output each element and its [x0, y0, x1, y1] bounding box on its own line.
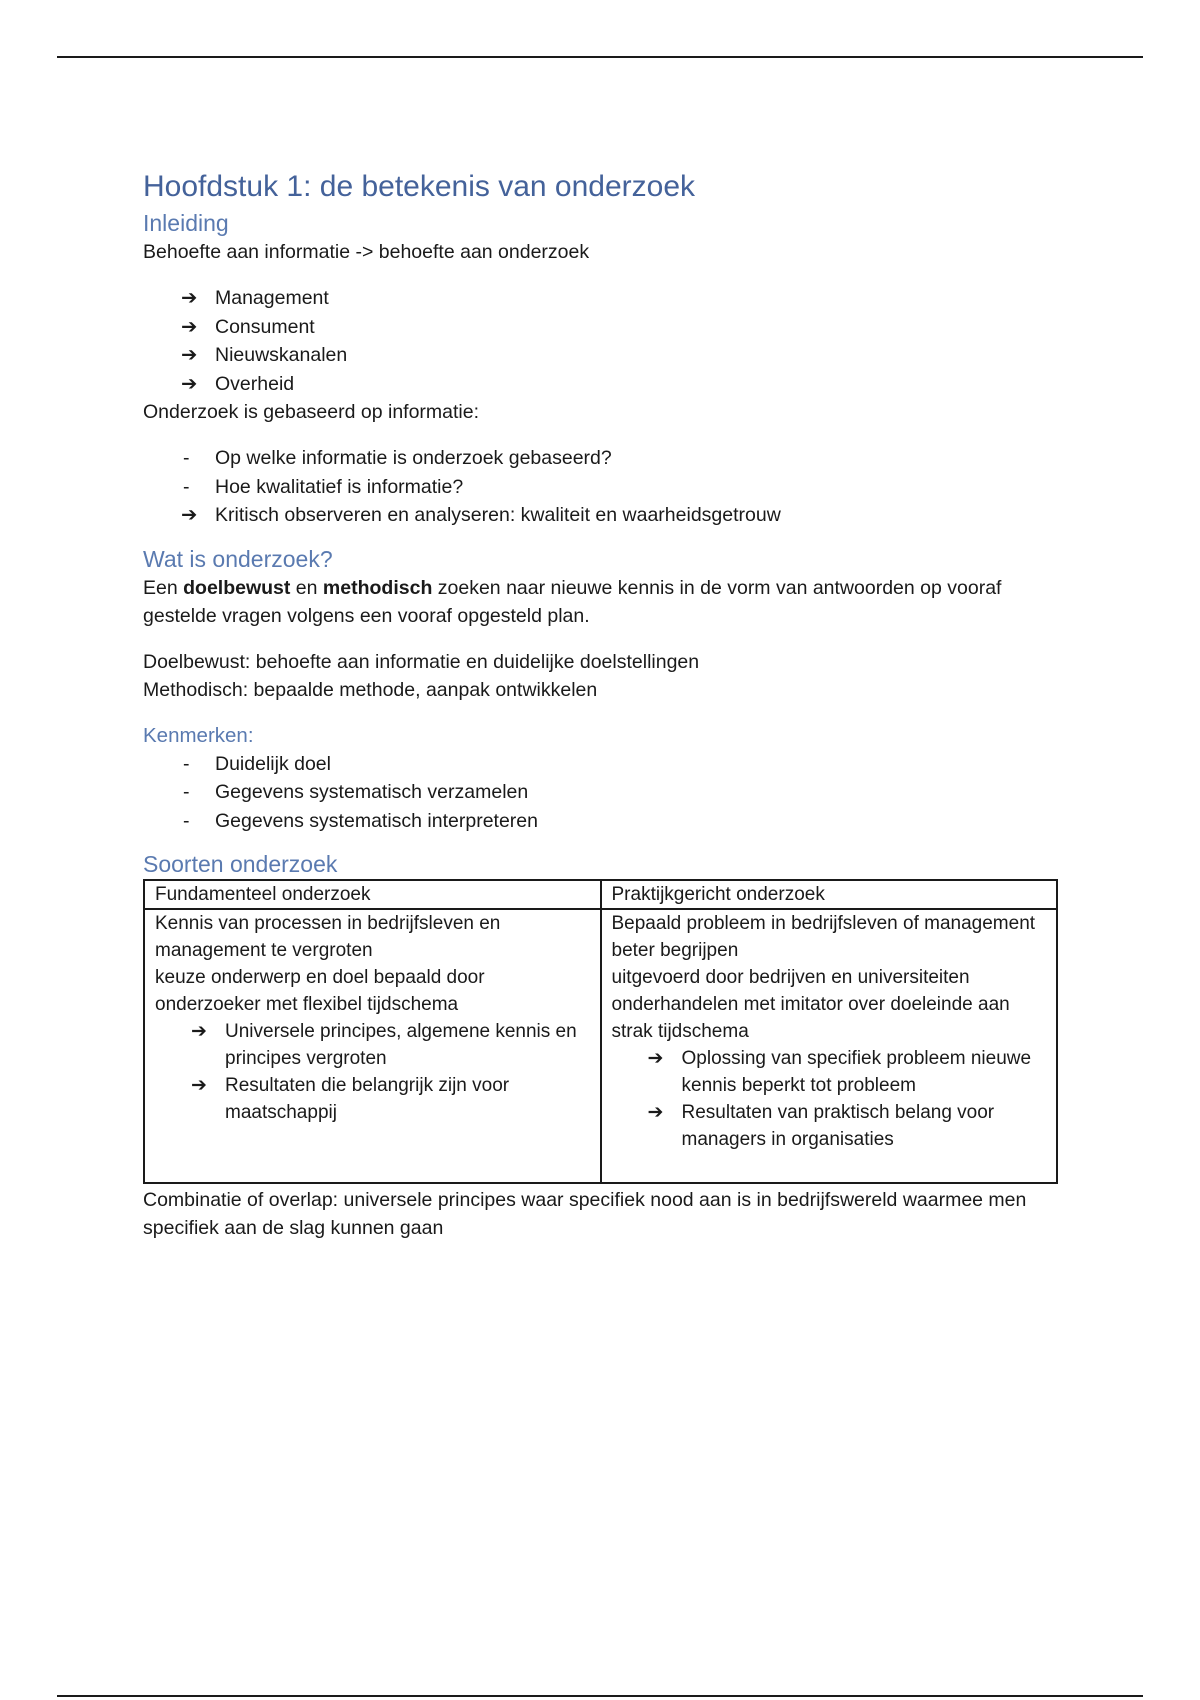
- list-item: ➔ Universele principes, algemene kennis en principes vergroten: [191, 1018, 590, 1072]
- arrow-icon: ➔: [181, 372, 198, 395]
- dash-icon: -: [183, 752, 190, 775]
- doelbewust-line: Doelbewust: behoefte aan informatie en duidelijke doelstellingen: [143, 650, 700, 673]
- arrow-icon: ➔: [191, 1021, 207, 1042]
- list-item: - Op welke informatie is onderzoek gebaseerd?: [181, 444, 1057, 473]
- footer-rule: [57, 1695, 1143, 1697]
- list-item: ➔ Resultaten van praktisch belang voor managers in organisaties: [648, 1099, 1047, 1153]
- list-item: - Gegevens systematisch interpreteren: [181, 807, 1057, 836]
- dash-icon: -: [183, 781, 190, 803]
- dash-icon: -: [183, 447, 190, 469]
- info-title: Onderzoek is gebaseerd op informatie:: [143, 401, 480, 423]
- need-list: [143, 284, 1057, 398]
- definition: Een doelbewust en methodisch zoeken naar nieuwe kennis in de vorm van antwoorden op vooraf gestelde vragen volgens een vooraf opgesteld plan.: [143, 576, 1002, 627]
- list-item: ➔ Overheid: [181, 370, 1057, 399]
- list-item: ➔ Nieuwskanalen: [181, 341, 1057, 370]
- section-title-soorten: Soorten onderzoek: [143, 851, 338, 877]
- table-header-fundamenteel: Fundamenteel onderzoek: [144, 880, 601, 909]
- praktijk-bullets: [612, 1045, 1047, 1153]
- kenmerken-list: [143, 750, 1057, 836]
- section-title-inleiding: Inleiding: [143, 210, 229, 236]
- arrow-icon: ➔: [181, 504, 198, 526]
- list-item: - Gegevens systematisch verzamelen: [181, 778, 1057, 807]
- list-item: ➔ Management: [181, 284, 1057, 313]
- arrow-icon: ➔: [647, 1102, 664, 1123]
- chapter-title: Hoofdstuk 1: de betekenis van onderzoek: [143, 170, 696, 203]
- list-item: ➔ Resultaten die belangrijk zijn voor maatschappij: [191, 1072, 590, 1126]
- list-item: ➔ Kritisch observeren en analyseren: kwaliteit en waarheidsgetrouw: [181, 501, 1057, 530]
- header-rule: [57, 56, 1143, 58]
- section-title-wat: Wat is onderzoek?: [143, 545, 333, 572]
- list-item: ➔ Consument: [181, 313, 1057, 342]
- list-item: ➔ Oplossing van specifiek probleem nieuwe kennis beperkt tot probleem: [648, 1045, 1047, 1099]
- arrow-icon: ➔: [181, 344, 198, 366]
- methodisch-line: Methodisch: bepaalde methode, aanpak ontwikkelen: [143, 678, 598, 701]
- dash-icon: -: [183, 809, 190, 832]
- arrow-icon: ➔: [181, 315, 198, 338]
- arrow-icon: ➔: [191, 1075, 207, 1096]
- table-cell-fundamenteel: Kennis van processen in bedrijfsleven en management te vergroten keuze onderwerp en doel bepaald door onderzoeker met flexibel tijdschema ➔ Universele principes, algemene kennis en principes vergroten ➔ Resultaten die belangrijk zijn voor maatschappij: [144, 909, 601, 1183]
- document-body: [143, 168, 1057, 1242]
- research-types-table: [143, 879, 1058, 1184]
- list-item: - Duidelijk doel: [181, 750, 1057, 779]
- info-questions: [143, 444, 1057, 530]
- inleiding-intro: Behoefte aan informatie -> behoefte aan onderzoek: [143, 241, 590, 263]
- table-cell-praktijk: Bepaald probleem in bedrijfsleven of management beter begrijpen uitgevoerd door bedrijven en universiteiten onderhandelen met imitator over doeleinde aan strak tijdschema ➔ Oplossing van specifiek probleem nieuwe kennis beperkt tot probleem ➔ Resultaten van praktisch belang voor managers in organisaties: [601, 909, 1058, 1183]
- arrow-icon: ➔: [181, 287, 198, 309]
- table-header-row: [144, 880, 1057, 909]
- list-item: - Hoe kwalitatief is informatie?: [181, 473, 1057, 502]
- fundamenteel-bullets: [155, 1018, 590, 1126]
- table-row: [144, 909, 1057, 1183]
- dash-icon: -: [183, 475, 190, 498]
- table-header-praktijk: Praktijkgericht onderzoek: [601, 880, 1058, 909]
- combination-text: Combinatie of overlap: universele principes waar specifiek nood aan is in bedrijfswereld waarmee men specifiek aan de slag kunnen gaan: [143, 1189, 1027, 1239]
- section-title-kenmerken: Kenmerken:: [143, 723, 254, 747]
- arrow-icon: ➔: [647, 1048, 664, 1069]
